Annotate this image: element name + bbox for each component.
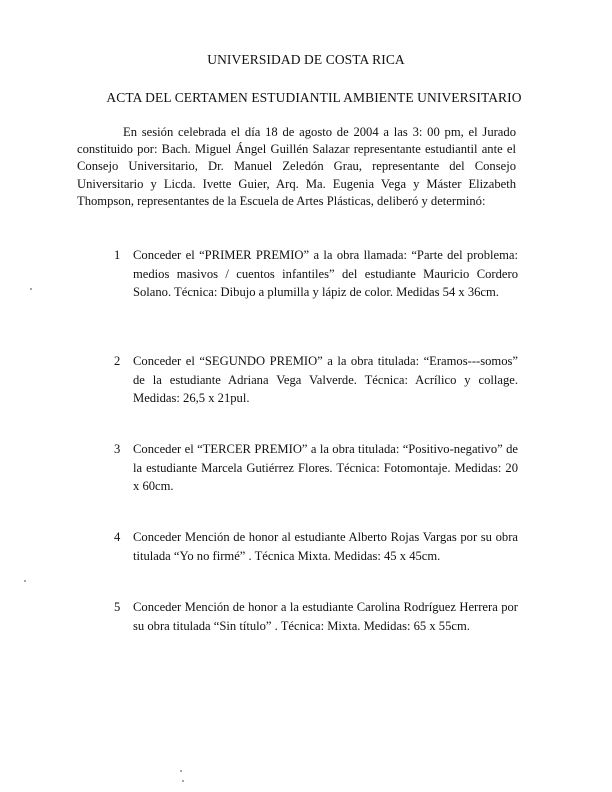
item-number: 1 (114, 248, 121, 262)
scan-speck (30, 288, 32, 290)
item-number: 3 (114, 442, 121, 456)
resolution-item-2 (114, 352, 518, 408)
item-number: 2 (114, 354, 121, 368)
item-text: Conceder Mención de honor a la estudiante Carolina Rodríguez Herrera por su obra titulada “Sin título” . Técnica: Mixta. Medidas: 65 x 55cm. (133, 600, 518, 633)
university-heading: UNIVERSIDAD DE COSTA RICA (207, 52, 405, 67)
scan-speck (180, 770, 182, 772)
item-number: 4 (114, 530, 121, 544)
item-text: Conceder Mención de honor al estudiante Alberto Rojas Vargas por su obra titulada “Yo no firmé” . Técnica Mixta. Medidas: 45 x 45cm. (133, 530, 518, 563)
resolution-item-5 (114, 598, 518, 635)
scan-speck (24, 580, 26, 582)
item-text: Conceder el “PRIMER PREMIO” a la obra llamada: “Parte del problema: medios masivos / cuentos infantiles” del estudiante Mauricio Cordero Solano. Técnica: Dibujo a plumilla y lápiz de color. Medidas 54 x 36cm. (133, 248, 518, 300)
intro-paragraph: En sesión celebrada el día 18 de agosto de 2004 a las 3: 00 pm, el Jurado constituido por: Bach. Miguel Ángel Guillén Salazar representante estudiantil ante el Consejo Universitario, Dr. Manuel Zeledón Grau, representante del Consejo Universitario y Licda. Ivette Guier, Arq. Ma. Eugenia Vega y Máster Elizabeth Thompson, representantes de la Escuela de Artes Plásticas, deliberó y determinó: (77, 125, 516, 208)
scan-speck (182, 780, 184, 782)
item-text: Conceder el “SEGUNDO PREMIO” a la obra titulada: “Eramos---somos” de la estudiante Adriana Vega Valverde. Técnica: Acrílico y collage. Medidas: 26,5 x 21pul. (133, 354, 518, 406)
item-number: 5 (114, 600, 121, 614)
item-text: Conceder el “TERCER PREMIO” a la obra titulada: “Positivo-negativo” de la estudiante Marcela Gutiérrez Flores. Técnica: Fotomontaje. Medidas: 20 x 60cm. (133, 442, 518, 494)
resolution-item-4 (114, 528, 518, 565)
resolution-item-1 (114, 246, 518, 302)
act-title: ACTA DEL CERTAMEN ESTUDIANTIL AMBIENTE UNIVERSITARIO (106, 90, 522, 105)
resolution-item-3 (114, 440, 518, 496)
